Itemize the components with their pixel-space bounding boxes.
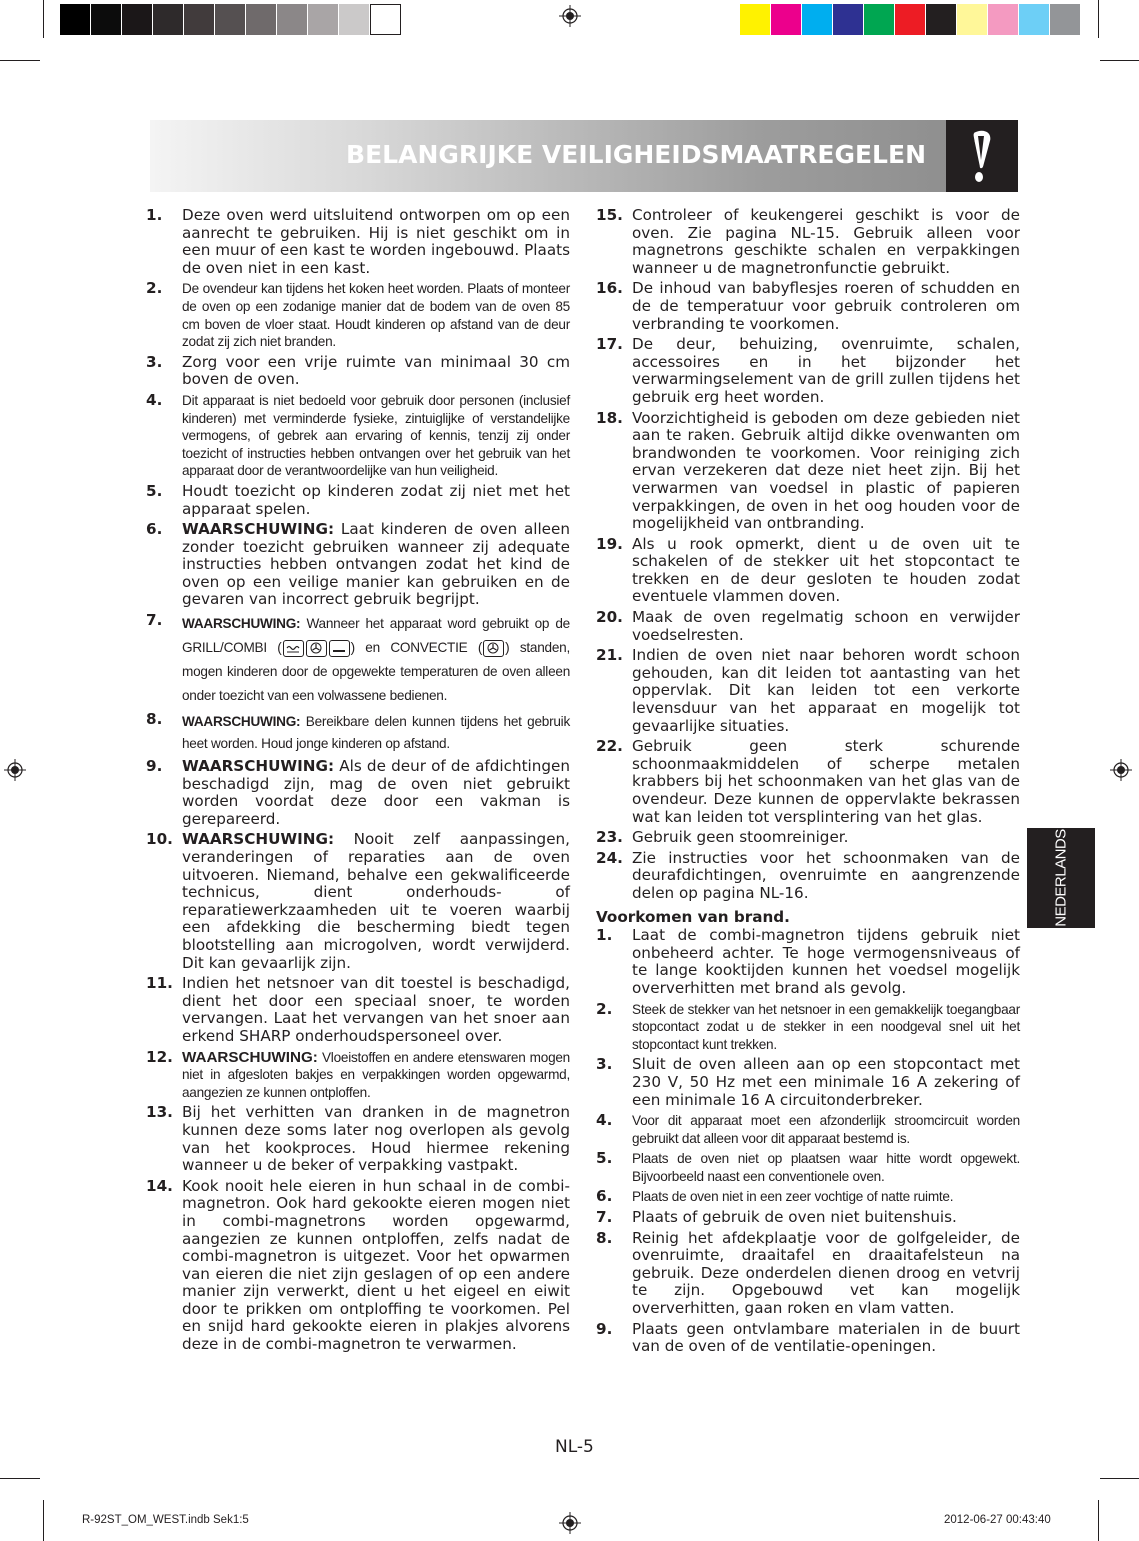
color-swatch (895, 4, 926, 35)
item-text: Dit apparaat is niet bedoeld voor gebruik door personen (inclusief kinderen) met verminderde fysieke, zintuiglijke of verstandelijke vermogens, of gebrek aan ervaring of kennis, tenzij zij onder toezicht of instructies hebben ontvangen over het gebruik van het apparaat door de verantwoordelijke van hun veiligheid. (182, 392, 570, 479)
item-text: Gebruik geen stoomreiniger. (632, 828, 849, 847)
footer-file-info: R-92ST_OM_WEST.indb Sek1:5 (82, 1514, 249, 1526)
item-number: 12. (146, 1047, 173, 1066)
item-text: Plaats geen ontvlambare materialen in de buurt van de oven of de ventilatie-openingen. (632, 1319, 1020, 1356)
left-column (146, 207, 570, 1357)
warning-keyword: WAARSCHUWING: (182, 520, 335, 539)
item-text: Sluit de oven alleen aan op een stopcontact met 230 V, 50 Hz met een minimale 16 A zekering of een minimale 16 A circuitonderbreker. (632, 1055, 1020, 1109)
registration-mark-icon (4, 759, 26, 781)
item-number: 1. (146, 206, 163, 224)
warning-keyword: WAARSCHUWING: (182, 757, 335, 776)
list-item (596, 280, 1020, 333)
color-swatch (308, 4, 339, 35)
item-text: Controleer of keukengerei geschikt is voor de oven. Zie pagina NL-15. Gebruik alleen voor magnetrons geschikte schalen en verpakkingen wanneer u de magnetronfunctie gebruikt. (632, 206, 1020, 277)
convection-mode-icon (483, 640, 504, 657)
item-number: 4. (146, 390, 163, 409)
color-swatch (215, 4, 246, 35)
item-number: 7. (146, 611, 163, 630)
registration-mark-icon (559, 1512, 581, 1534)
item-text: De inhoud van babyflesjes roeren of schudden en de de temperatuur voor gebruik controleren om verbranding te voorkomen. (632, 279, 1020, 333)
color-swatch (926, 4, 957, 35)
list-item (146, 483, 570, 518)
item-text: Voorzichtigheid is geboden om deze gebieden niet aan te raken. Gebruik altijd dikke ovenwanten om brandwonden te voorkomen. Voor reiniging zich ervan verzekeren dat deze niet heet zijn. Bij het verwarmen van voedsel in plastic of papieren verpakkingen, de oven in het oog houden voor de mogelijkheid van ontbranding. (632, 408, 1020, 533)
crop-mark (43, 0, 44, 38)
item-text: Als de deur of de afdichtingen beschadigd zijn, mag de oven niet gebruikt worden voordat deze door een vakman is gerepareerd. (182, 757, 570, 828)
item-number: 4. (596, 1111, 613, 1130)
color-swatch (740, 4, 771, 35)
list-item (596, 410, 1020, 533)
crop-mark (0, 1478, 40, 1479)
item-text: Bereikbare delen kunnen tijdens het gebruik heet worden. Houd jonge kinderen op afstand. (182, 714, 570, 752)
item-text: Houdt toezicht op kinderen zodat zij niet met het apparaat spelen. (182, 481, 570, 518)
item-text: De deur, behuizing, ovenruimte, schalen, accessoires en in het bijzonder het verwarmingselement van de grill zullen tijdens het gebruik erg heet worden. (632, 335, 1020, 406)
item-number: 5. (146, 481, 163, 500)
list-item (146, 521, 570, 609)
header-band (150, 120, 1018, 192)
item-text: Maak de oven regelmatig schoon en verwijder voedselresten. (632, 608, 1020, 644)
item-text: Zie instructies voor het schoonmaken van de deurafdichtingen, ovenruimte en aangrenzende delen op pagina NL-16. (632, 848, 1020, 902)
item-number: 19. (596, 534, 623, 553)
warning-keyword: WAARSCHUWING: (182, 714, 301, 730)
list-item (596, 1001, 1020, 1054)
item-text: Laat de combi-magnetron tijdens gebruik niet onbeheerd achter. Te hoge vermogensniveaus of te lange kooktijden kunnen het voedsel mogelijk oververhitten met brand als gevolg. (632, 926, 1020, 997)
list-item (596, 1209, 1020, 1227)
color-swatch-bar (740, 4, 1081, 35)
list-item (596, 336, 1020, 406)
color-swatch (246, 4, 277, 35)
crop-mark (0, 60, 40, 61)
color-swatch (60, 4, 91, 35)
gray-swatch-bar (60, 4, 401, 35)
color-swatch (339, 4, 370, 35)
item-number: 8. (596, 1228, 613, 1247)
color-swatch (1050, 4, 1081, 35)
item-number: 3. (146, 352, 163, 371)
color-swatch (277, 4, 308, 35)
list-item (146, 758, 570, 828)
list-item (596, 1056, 1020, 1109)
item-text: De ovendeur kan tijdens het koken heet worden. Plaats of monteer de oven op een zodanige manier dat de bodem van de oven 85 cm boven de vloer staat. Houdt kinderen op afstand van de deur zodat zij zich niet branden. (182, 281, 570, 350)
item-number: 10. (146, 830, 173, 849)
warning-keyword: WAARSCHUWING: (182, 616, 301, 632)
item-number: 20. (596, 608, 623, 627)
list-item (596, 850, 1020, 903)
item-number: 16. (596, 279, 623, 298)
page-title: BELANGRIJKE VEILIGHEIDSMAATREGELEN (346, 140, 926, 169)
list-item (596, 207, 1020, 277)
color-swatch (91, 4, 122, 35)
item-number: 22. (596, 737, 623, 756)
list-item (596, 829, 1020, 847)
item-number: 8. (146, 710, 163, 729)
color-swatch (864, 4, 895, 35)
list-item (146, 831, 570, 972)
section-heading: Voorkomen van brand. (596, 907, 790, 926)
item-text: Deze oven werd uitsluitend ontworpen om op een aanrecht te gebruiken. Hij is niet geschikt om in een muur of een kast te worden ingebouwd. Plaats de oven niet in een kast. (182, 206, 570, 277)
item-number: 1. (596, 926, 613, 945)
item-number: 2. (596, 999, 613, 1018)
list-item (596, 1230, 1020, 1318)
list-item (146, 975, 570, 1045)
page-number: NL-5 (555, 1437, 594, 1457)
item-number: 11. (146, 974, 173, 993)
fan-mode-icon (306, 640, 327, 657)
crop-mark (1098, 0, 1099, 38)
item-text: Voor dit apparaat moet een afzonderlijk stroomcircuit worden gebruikt dat alleen voor dit apparaat bestemd is. (632, 1113, 1020, 1146)
language-tab-label: NEDERLANDS (1052, 829, 1070, 927)
color-swatch (957, 4, 988, 35)
list-item (596, 927, 1020, 997)
item-text: Plaats of gebruik de oven niet buitenshuis. (632, 1208, 957, 1227)
color-swatch (802, 4, 833, 35)
item-text: Plaats de oven niet in een zeer vochtige of natte ruimte. (632, 1189, 954, 1205)
item-number: 21. (596, 646, 623, 665)
right-column (596, 207, 1020, 1359)
list-item (146, 354, 570, 389)
item-number: 18. (596, 408, 623, 427)
item-number: 5. (596, 1149, 613, 1168)
item-text: Indien het netsnoer van dit toestel is beschadigd, dient het door een speciaal snoer, te worden vervangen. Laat het vervangen van het snoer aan erkend SHARP onderhoudspersoneel over. (182, 974, 570, 1045)
crop-mark (43, 1500, 44, 1541)
list-item (596, 738, 1020, 826)
item-text: Nooit zelf aanpassingen, veranderingen of reparaties aan de oven uitvoeren. Niemand, behalve een gekwalificeerde technicus, dient onderhouds- of reparatiewerkzaamheden uit te voeren waarbij een afdekking die bescherming biedt tegen blootstelling aan microgolven, wordt verwijderd. Dit kan gevaarlijk zijn. (182, 830, 570, 972)
grill-mode-icon (283, 640, 304, 657)
item-number: 6. (146, 520, 163, 539)
item-number: 13. (146, 1103, 173, 1122)
list-item (596, 1188, 1020, 1206)
warning-box (946, 120, 1018, 192)
list-item (146, 1049, 570, 1102)
item-number: 23. (596, 828, 623, 847)
bottom-heat-icon (329, 640, 350, 657)
list-item (596, 1112, 1020, 1147)
item-text: Bij het verhitten van dranken in de magnetron kunnen deze soms later nog overlopen als gevolg van het kookproces. Houd hiermee rekening wanneer u de beker of verpakking vastpakt. (182, 1103, 570, 1175)
color-swatch (1019, 4, 1050, 35)
color-swatch (771, 4, 802, 35)
item-text: Steek de stekker van het netsnoer in een gemakkelijk toegangbaar stopcontact zodat u de stekker in een noodgeval snel uit het stopcontact kunt trekken. (632, 1001, 1020, 1052)
item-number: 14. (146, 1176, 173, 1195)
list-item (596, 609, 1020, 644)
footer-timestamp: 2012-06-27 00:43:40 (944, 1514, 1051, 1526)
item-text: Zorg voor een vrije ruimte van minimaal 30 cm boven de oven. (182, 352, 570, 389)
list-item (146, 711, 570, 755)
registration-mark-icon (559, 5, 581, 27)
item-number: 24. (596, 848, 623, 867)
language-tab (1027, 828, 1095, 928)
item-number: 17. (596, 335, 623, 354)
item-text: Wanneer het apparaat word gebruikt op de GRILL/COMBI ( (182, 616, 570, 656)
item-text: Vloeistoffen en andere etenswaren mogen niet in afgesloten bakjes en verpakkingen worden opgewarmd, aangezien ze kunnen ontploffen. (182, 1049, 570, 1100)
color-swatch (184, 4, 215, 35)
item-number: 7. (596, 1208, 613, 1227)
item-text: Kook nooit hele eieren in hun schaal in de combi-magnetron. Ook hard gekookte eieren mogen niet in combi-magnetrons worden opgewarmd, aangezien ze kunnen ontploffen, zelfs nadat de combi-magnetron is uitgezet. Voor het opwarmen van eieren die niet zijn geslagen of op een andere manier zijn verwerkt, dient u het eigeel en eiwit door te prikken om ontploffing te voorkomen. Pel en snijd hard gekookte eieren in plakjes alvorens deze in de combi-magnetron te verwarmen. (182, 1176, 570, 1354)
warning-keyword: WAARSCHUWING: (182, 830, 335, 849)
item-text: Reinig het afdekplaatje voor de golfgeleider, de ovenruimte, draaitafel en draaitafelsteun na gebruik. Deze onderdelen dienen droog en vetvrij te zijn. Opgebouwd vet kan mogelijk oververhitten, gaan roken en vlam vatten. (632, 1228, 1020, 1318)
list-item (596, 536, 1020, 606)
item-text: ) en CONVECTIE ( (350, 640, 483, 656)
color-swatch (833, 4, 864, 35)
item-text: Indien de oven niet naar behoren wordt schoon gehouden, kan dit leiden tot aantasting van het oppervlak. Dit kan leiden tot een verkorte levensduur van het apparaat en mogelijk tot gevaarlijke situaties. (632, 646, 1020, 735)
item-number: 15. (596, 206, 623, 224)
registration-mark-icon (1110, 759, 1132, 781)
item-text: Als u rook opmerkt, dient u de oven uit te schakelen of de stekker uit het stopcontact te trekken en de deur gesloten te houden zodat eventuele vlammen doven. (632, 534, 1020, 606)
warning-exclamation-icon (962, 126, 1002, 186)
item-number: 3. (596, 1055, 613, 1074)
item-number: 6. (596, 1187, 613, 1206)
item-text: Laat kinderen de oven alleen zonder toezicht gebruiken wanneer zij adequate instructies hebben ontvangen zodat het kind de oven op een veilige manier kan gebruiken en de gevaren van incorrect gebruik begrijpt. (182, 520, 570, 609)
item-number: 9. (596, 1319, 613, 1338)
list-item (146, 280, 570, 350)
crop-mark (1100, 1478, 1139, 1479)
warning-keyword: WAARSCHUWING: (182, 1048, 318, 1066)
item-number: 9. (146, 757, 163, 776)
color-swatch (988, 4, 1019, 35)
item-number: 2. (146, 279, 163, 298)
list-item (596, 647, 1020, 735)
list-item (596, 1321, 1020, 1356)
list-item (146, 1178, 570, 1354)
color-swatch (370, 4, 401, 35)
list-item (146, 392, 570, 480)
item-text: Plaats de oven niet op plaatsen waar hitte wordt opgewekt. Bijvoorbeeld naast een conventionele oven. (632, 1151, 1020, 1184)
color-swatch (122, 4, 153, 35)
item-text: ) standen, mogen kinderen door de opgewekte temperaturen de oven alleen onder toezicht van een volwassene bedienen. (182, 640, 570, 704)
list-item (146, 612, 570, 708)
crop-mark (1100, 60, 1139, 61)
list-item (146, 1104, 570, 1174)
list-item (146, 207, 570, 277)
color-swatch (153, 4, 184, 35)
crop-mark (1098, 1500, 1099, 1541)
item-text: Gebruik geen sterk schurende schoonmaakmiddelen of scherpe metalen krabbers bij het schoonmaken van het glas van de ovendeur. Deze kunnen de oppervlakte bekrassen wat kan leiden tot versplintering van het glas. (632, 737, 1020, 826)
list-item (596, 1150, 1020, 1185)
